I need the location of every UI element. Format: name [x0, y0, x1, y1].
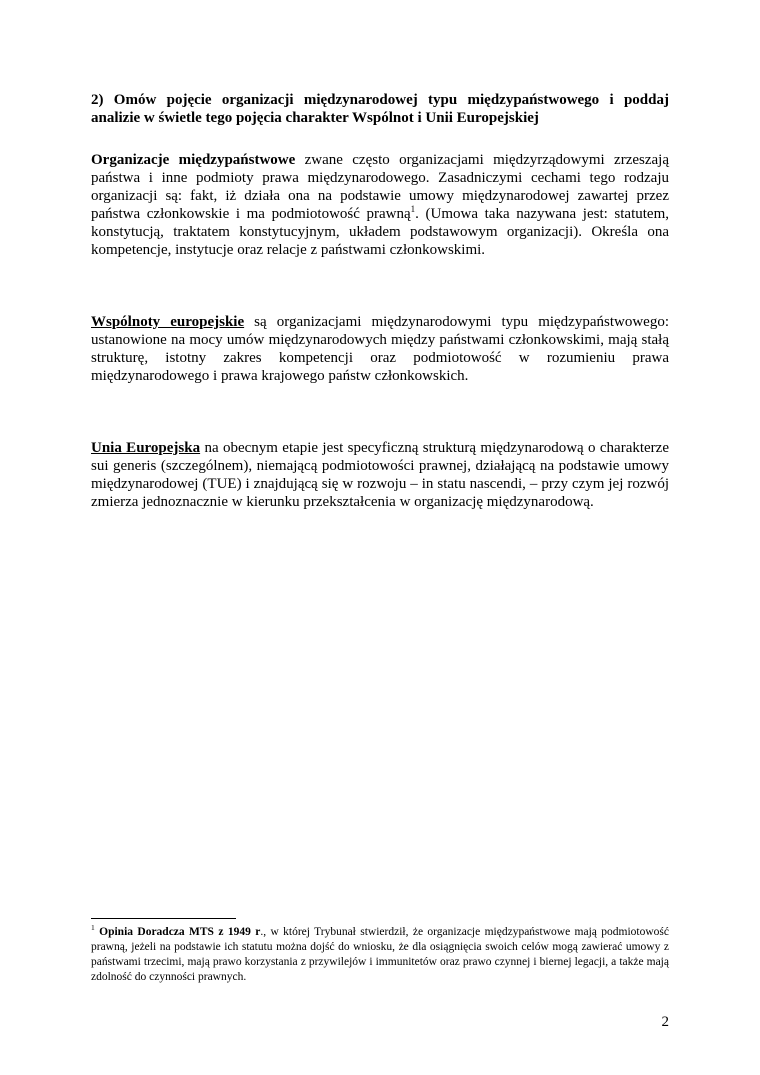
paragraph-wspolnoty [91, 313, 669, 385]
paragraph-organizacje-text-b: . (Umowa taka nazywana jest: statutem, konstytucją, traktatem konstytucyjnym, układem podstawowym organizacji). Określa ona kompetencje, instytucje oraz relacje z państwami członkowskimi. [91, 206, 669, 258]
footnote-source: Opinia Doradcza MTS z 1949 r [99, 926, 261, 938]
footnote-separator [91, 918, 236, 919]
paragraph-organizacje-text-a: zwane często organizacjami międzyrządowymi zrzeszają państwa i inne podmioty prawa międzynarodowego. Zasadniczymi cechami tego rodzaju organizacji są: fakt, iż działa ona na podstawie umowy międzynarodowej zawartej przez państwa członkowskie i ma podmiotowość prawną [91, 152, 669, 222]
question-heading: 2) Omów pojęcie organizacji międzynarodowej typu międzypaństwowego i poddaj analizie w świetle tego pojęcia charakter Wspólnot i Unii Europejskiej [91, 92, 669, 126]
paragraph-unia-text: na obecnym etapie jest specyficzną strukturą międzynarodową o charakterze sui generis (szczególnem), niemającą podmiotowości prawnej, działającą na podstawie umowy międzynarodowej (TUE) i znajdującą się w rozwoju – in statu nascendi, – przy czym jej rozwój zmierza jednoznacznie w kierunku przekształcenia w organizację międzynarodową. [91, 440, 669, 510]
term-wspolnoty-europejskie: Wspólnoty europejskie [91, 314, 245, 330]
term-organizacje-miedzypanstwowe: Organizacje międzypaństwowe [91, 152, 296, 168]
footnote [91, 925, 669, 985]
footnote-number: 1 [91, 923, 95, 933]
footnote-reference[interactable]: 1 [410, 204, 416, 214]
paragraph-organizacje [91, 151, 669, 259]
term-unia-europejska: Unia Europejska [91, 440, 201, 456]
page-body [91, 91, 669, 511]
page-number: 2 [661, 1014, 669, 1030]
paragraph-wspolnoty-text: są organizacjami międzynarodowymi typu międzypaństwowego: ustanowione na mocy umów międzynarodowych między państwami członkowskimi, mają stałą strukturę, istotny zakres kompetencji oraz podmiotowość w rozumieniu prawa międzynarodowego i prawa krajowego państw członkowskich. [91, 314, 669, 384]
footnote-text: ., w której Trybunał stwierdził, że organizacje międzypaństwowe mają podmiotowość prawną, jeżeli na podstawie ich statutu można dojść do wniosku, że dla osiągnięcia swoich celów mogą zawierać umowy z państwami trzecimi, mają prawo korzystania z przywilejów i immunitetów oraz prawo czynnej i biernej legacji, a także mają zdolność do czynności prawnych. [91, 926, 670, 983]
paragraph-unia [91, 439, 669, 511]
